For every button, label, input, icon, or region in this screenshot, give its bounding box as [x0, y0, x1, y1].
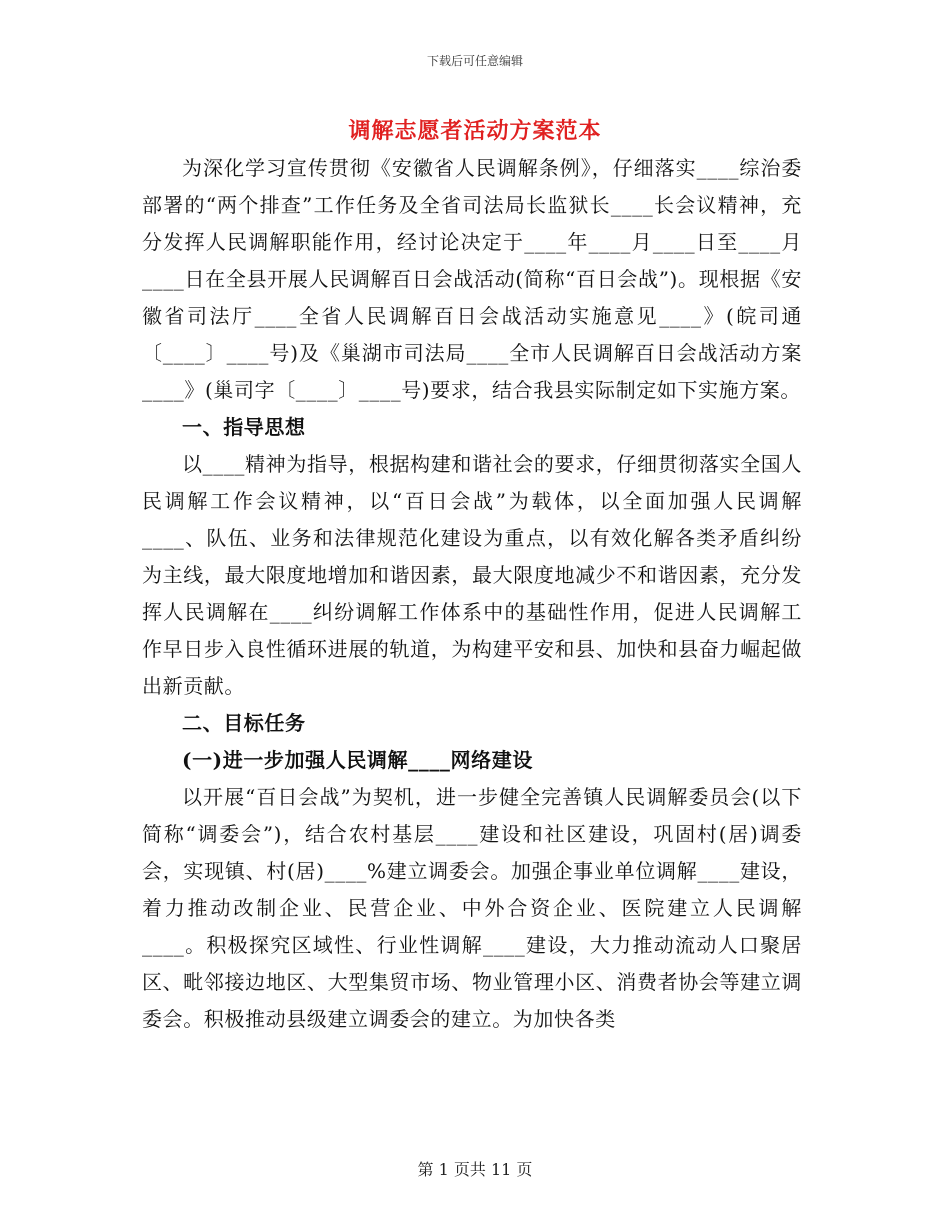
- document-body: [142, 150, 802, 1038]
- page-header: 下载后可任意编辑: [426, 54, 523, 68]
- subsection-heading-network-building: (一)进一步加强人民调解____网络建设: [182, 748, 533, 772]
- network-building-paragraph: 以开展“百日会战”为契机，进一步健全完善镇人民调解委员会(以下简称“调委会”)，结合农村基层____建设和社区建设，巩固村(居)调委会，实现镇、村(居)____%建立调委会。加强企事业单位调解____建设，着力推动改制企业、民营企业、中外合资企业、医院建立人民调解____。积极探究区域性、行业性调解____建设，大力推动流动人口聚居区、毗邻接边地区、大型集贸市场、物业管理小区、消费者协会等建立调委会。积极推动县级建立调委会的建立。为加快各类: [142, 785, 802, 1031]
- guiding-ideology-paragraph: 以____精神为指导，根据构建和谐社会的要求，仔细贯彻落实全国人民调解工作会议精神，以“百日会战”为载体，以全面加强人民调解____、队伍、业务和法律规范化建设为重点，以有效化解各类矛盾纠纷为主线，最大限度地增加和谐因素，最大限度地减少不和谐因素，充分发挥人民调解在____纠纷调解工作体系中的基础性作用，促进人民调解工作早日步入良性循环进展的轨道，为构建平安和县、加快和县奋力崛起做出新贡献。: [142, 452, 802, 698]
- intro-paragraph: 为深化学习宣传贯彻《安徽省人民调解条例》，仔细落实____综治委部署的“两个排查”工作任务及全省司法局长监狱长____长会议精神，充分发挥人民调解职能作用，经讨论决定于____年____月____日至____月____日在全县开展人民调解百日会战活动(简称“百日会战”)。现根据《安徽省司法厅____全省人民调解百日会战活动实施意见____》(皖司通〔____〕____号)及《巢湖市司法局____全市人民调解百日会战活动方案____》(巢司字〔____〕____号)要求，结合我县实际制定如下实施方案。: [142, 156, 802, 402]
- document-title: 调解志愿者活动方案范本: [348, 118, 602, 144]
- section-heading-guiding-ideology: 一、指导思想: [182, 415, 306, 439]
- section-heading-goals-tasks: 二、目标任务: [182, 711, 306, 735]
- page-footer: 第 1 页共 11 页: [417, 1160, 533, 1179]
